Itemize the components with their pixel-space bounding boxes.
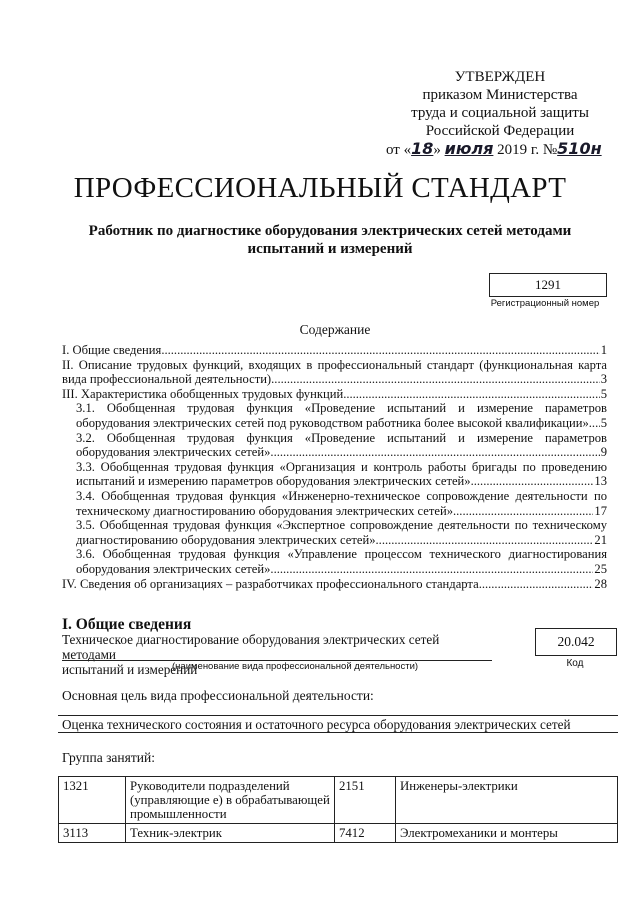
date-mid: »: [433, 142, 445, 158]
toc-title: Содержание: [299, 322, 371, 337]
toc-leader-dots: [343, 387, 600, 402]
toc-entry-line: [62, 387, 607, 402]
toc-page-number: 25: [594, 561, 607, 576]
date-year: 2019 г. №: [493, 142, 558, 158]
toc-entry-text: 3.3. Обобщенная трудовая функция «Организация и контроль работы бригады по проведению: [76, 459, 607, 474]
goal-text: Оценка технического состояния и остаточного ресурса оборудования электрических сетей: [58, 715, 618, 733]
toc-entry-text: 3.1. Обобщенная трудовая функция «Проведение испытаний и измерение параметров: [76, 401, 607, 416]
group-name: Инженеры-электрики: [396, 777, 618, 824]
toc-entry-title: IV. Сведения об организациях – разработчиках профессионального стандарта: [62, 576, 479, 591]
approval-heading: УТВЕРЖДЕН: [454, 69, 546, 85]
toc-leader-dots: [161, 343, 599, 358]
group-code: 1321: [59, 777, 126, 824]
toc-page-number: 3: [600, 372, 607, 387]
toc-entry: [62, 358, 607, 387]
occupation-group-table: [58, 776, 618, 843]
toc-entry: [62, 431, 607, 460]
toc-entry-line: [62, 577, 607, 592]
group-name: Руководители подразделений (управляющие е) в обрабатывающей промышленности: [126, 777, 335, 824]
toc-leader-dots: [453, 504, 593, 519]
toc-leader-dots: [270, 562, 593, 577]
toc-entry: [62, 547, 607, 576]
toc-entry-text: 3.5. Обобщенная трудовая функция «Экспертное сопровождение деятельности по техническому: [76, 518, 607, 533]
approval-ministry: труда и социальной защиты: [411, 105, 589, 121]
activity-code-caption: Код: [566, 658, 584, 669]
toc-entry-line: [76, 562, 607, 577]
order-number: 510н: [557, 139, 602, 158]
group-name: Электромеханики и монтеры: [396, 824, 618, 843]
toc-entry: [62, 577, 607, 592]
toc-entry-title: III. Характеристика обобщенных трудовых функций: [62, 386, 344, 401]
toc-entry-line: [62, 372, 607, 387]
toc-entry: [62, 387, 607, 402]
toc-entry-text: 3.4. Обобщенная трудовая функция «Инженерно-техническое сопровождение деятельности по: [76, 488, 607, 503]
table-row: [59, 824, 618, 843]
toc-leader-dots: [271, 372, 600, 387]
toc-leader-dots: [471, 474, 594, 489]
activity-code: 20.042: [535, 628, 617, 656]
toc-entry-text: 3.6. Обобщенная трудовая функция «Управление процессом технического диагностирования: [76, 547, 607, 562]
table-row: [59, 777, 618, 824]
date-month: июля: [444, 139, 494, 158]
toc-entry-title: вида профессиональной деятельности): [62, 372, 272, 387]
registration-label: Регистрационный номер: [490, 298, 600, 309]
toc-entry-title: испытаний и измерению параметров оборудования электрических сетей»: [76, 474, 471, 489]
subtitle-line-1: Работник по диагностике оборудования электрических сетей методами: [88, 223, 572, 239]
document-title: ПРОФЕССИОНАЛЬНЫЙ СТАНДАРТ: [73, 172, 567, 204]
occupation-group-label: Группа занятий:: [62, 750, 155, 765]
toc-entry-line: [76, 504, 607, 519]
registration-number: 1291: [489, 273, 607, 297]
toc-entry: [62, 401, 607, 430]
toc-entry-text: II. Описание трудовых функций, входящих в профессиональный стандарт (функциональная карта: [62, 357, 607, 372]
toc-page-number: 5: [600, 386, 607, 401]
subtitle-line-2: испытаний и измерений: [247, 241, 413, 257]
activity-kind-line-2: испытаний и измерений: [62, 662, 198, 677]
toc-leader-dots: [270, 445, 599, 460]
toc-page-number: 28: [594, 576, 607, 591]
toc-entry: [62, 489, 607, 518]
approval-block: [380, 68, 620, 159]
toc-entry-title: оборудования электрических сетей»: [76, 445, 271, 460]
toc-entry-line: [76, 416, 607, 431]
table-of-contents: [62, 343, 607, 591]
approval-country: Российской Федерации: [425, 123, 575, 139]
date-prefix: от «: [386, 142, 412, 158]
group-code: 3113: [59, 824, 126, 843]
approval-order: приказом Министерства: [422, 87, 578, 103]
toc-entry-line: [76, 474, 607, 489]
activity-kind-caption: (наименование вида профессиональной деятельности): [172, 661, 419, 672]
toc-entry: [62, 460, 607, 489]
activity-kind-line-1: Техническое диагностирование оборудования электрических сетей методами: [62, 632, 440, 662]
toc-leader-dots: [376, 533, 594, 548]
toc-page-number: 17: [594, 503, 607, 518]
group-name: Техник-электрик: [126, 824, 335, 843]
toc-page-number: 9: [600, 445, 607, 460]
toc-page-number: 13: [594, 474, 607, 489]
section-heading: I. Общие сведения: [62, 616, 192, 633]
toc-leader-dots: [479, 577, 594, 592]
toc-entry-line: [62, 343, 607, 358]
date-day: 18: [411, 139, 434, 158]
toc-entry-title: диагностированию оборудования электрических сетей»: [76, 532, 376, 547]
toc-entry-title: оборудования электрических сетей»: [76, 561, 271, 576]
toc-entry-title: оборудования электрических сетей под руководством работника более высокой квалификации»: [76, 415, 589, 430]
toc-page-number: 21: [594, 532, 607, 547]
group-code: 2151: [335, 777, 396, 824]
approval-date: [380, 140, 620, 159]
toc-entry: [62, 518, 607, 547]
toc-entry-title: техническому диагностированию оборудования электрических сетей»: [76, 503, 453, 518]
toc-entry: [62, 343, 607, 358]
toc-entry-line: [76, 533, 607, 548]
toc-leader-dots: [589, 416, 600, 431]
toc-entry-title: I. Общие сведения: [62, 343, 162, 357]
document-subtitle: [60, 222, 600, 258]
toc-page-number: 5: [600, 415, 607, 430]
toc-entry-line: [76, 445, 607, 460]
goal-label: Основная цель вида профессиональной деятельности:: [62, 688, 374, 703]
toc-entry-text: 3.2. Обобщенная трудовая функция «Проведение испытаний и измерение параметров: [76, 430, 607, 445]
toc-page-number: 1: [600, 343, 607, 357]
group-code: 7412: [335, 824, 396, 843]
